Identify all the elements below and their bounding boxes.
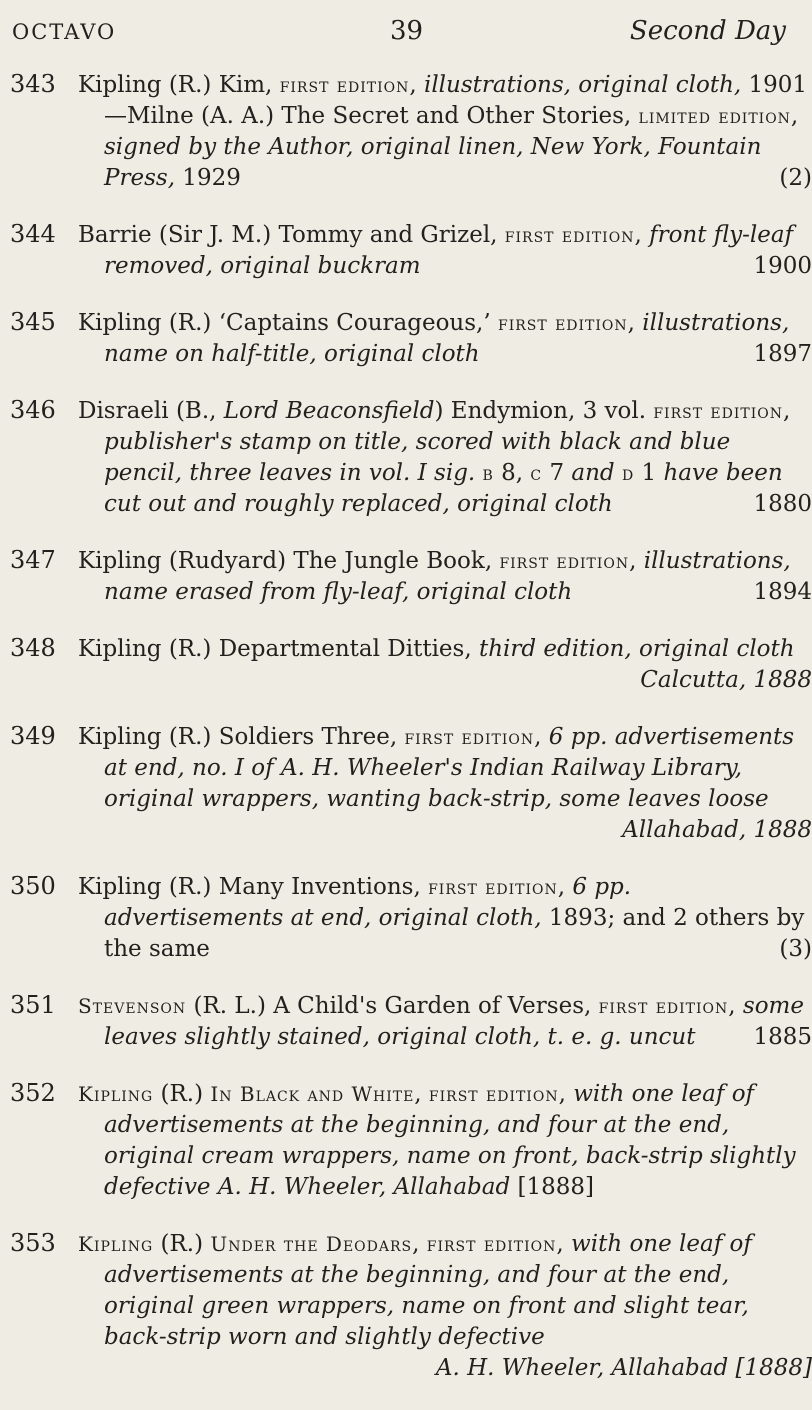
lot-text-segment: Kipling (R.) Departmental Ditties, xyxy=(78,636,479,662)
lot-text-segment: first edition xyxy=(598,994,729,1018)
lot-date-or-count: 1894 xyxy=(753,579,812,605)
lot-date-or-count: 1900 xyxy=(753,253,812,279)
lot-text-segment: first edition xyxy=(404,725,535,749)
header-format: OCTAVO xyxy=(12,20,117,44)
lot-text-segment: first edition xyxy=(504,223,635,247)
lot-text-segment: first edition xyxy=(426,1232,557,1256)
lot-text-segment: , xyxy=(634,222,650,248)
lot-text-segment: signed by the Author, original linen, New York, Fountain Press, xyxy=(104,134,762,191)
lot-entry xyxy=(0,1079,800,1203)
lot-text-segment: 7 xyxy=(542,460,572,486)
lot-date-or-count: Calcutta, 1888 xyxy=(640,667,812,693)
lot-text-segment: Barrie (Sir J. M.) Tommy and Grizel, xyxy=(78,222,505,248)
lot-text-segment: limited edition xyxy=(638,104,791,128)
lot-text-segment: first edition xyxy=(428,1082,559,1106)
lot-description xyxy=(78,220,812,282)
lot-text-segment: , xyxy=(790,103,799,129)
lot-entry xyxy=(0,722,812,846)
lot-entry xyxy=(0,546,812,608)
lot-text-segment: have been cut out and roughly replaced, original cloth xyxy=(104,460,783,517)
lot-text-segment: illustrations, name on half-title, original cloth xyxy=(104,310,790,367)
lot-text-segment: b xyxy=(482,461,494,485)
lot-text-segment: Stevenson xyxy=(78,994,187,1018)
lot-number: 344 xyxy=(10,220,56,248)
lot-date-or-count: 1880 xyxy=(753,491,812,517)
lot-text-segment: first edition xyxy=(653,399,783,423)
lot-text-segment: Kipling (R.) Soldiers Three, xyxy=(78,724,405,750)
lot-text-segment: first edition xyxy=(279,73,410,97)
lot-text-segment: Kipling (R.) Kim, xyxy=(78,72,280,98)
lot-text-segment: , xyxy=(627,310,643,336)
lot-text-segment: 1 xyxy=(634,460,664,486)
lot-entry xyxy=(0,634,812,696)
lot-description xyxy=(78,991,812,1053)
lot-text-segment: illustrations, name erased from fly-leaf, original cloth xyxy=(104,548,791,605)
lot-text-segment: 8, xyxy=(493,460,531,486)
lot-number: 349 xyxy=(10,722,56,750)
lot-description xyxy=(78,396,812,520)
lot-text-segment: ) Endymion, 3 vol. xyxy=(434,398,654,424)
lot-text-segment: third edition, original cloth xyxy=(478,636,795,662)
lot-text-segment: d xyxy=(621,461,635,485)
lot-description xyxy=(78,308,812,370)
lot-text-segment: illustrations, original cloth, xyxy=(423,72,742,98)
lot-text-segment: 1901—Milne (A. A.) The Secret and Other Stories, xyxy=(104,72,808,129)
lot-text-segment: In Black and White xyxy=(210,1082,415,1106)
lot-text-segment: with one leaf of advertisements at the beginning, and four at the end, original green wrappers, name on front and slight tear, back-strip worn and slightly defective xyxy=(104,1231,752,1350)
lot-entry xyxy=(0,872,812,965)
lot-number: 352 xyxy=(10,1079,56,1107)
lot-text-segment: Disraeli (B., xyxy=(78,398,224,424)
lot-text-segment: , xyxy=(728,993,743,1019)
lot-text-segment: [1888] xyxy=(510,1174,595,1200)
lot-description xyxy=(78,634,812,696)
lot-text-segment: 1893; and 2 others by the same xyxy=(104,905,805,962)
lot-description xyxy=(78,722,812,846)
header-day: Second Day xyxy=(629,16,786,46)
lot-text-segment: Under the Deodars xyxy=(210,1232,413,1256)
lot-entry xyxy=(0,220,812,282)
lot-description xyxy=(78,1229,812,1384)
lot-text-segment: Lord Beaconsfield xyxy=(223,398,435,424)
lot-text-segment: , xyxy=(556,1231,572,1257)
lot-entry xyxy=(0,1229,812,1384)
lot-text-segment: (R. L.) A Child's Garden of Verses, xyxy=(186,993,599,1019)
lot-date-or-count: (3) xyxy=(779,936,812,962)
lot-text-segment: 6 pp. advertisements at end, original cloth, xyxy=(104,874,632,931)
lot-description xyxy=(78,872,812,965)
lot-number: 346 xyxy=(10,396,56,424)
lot-date-or-count: 1897 xyxy=(753,341,812,367)
lot-entry xyxy=(0,70,812,194)
lot-text-segment: (R.) xyxy=(153,1081,211,1107)
lot-description xyxy=(78,546,812,608)
lot-list xyxy=(0,70,812,1410)
lot-text-segment: first edition xyxy=(428,875,558,899)
lot-number: 345 xyxy=(10,308,56,336)
lot-text-segment: c xyxy=(530,461,543,485)
lot-text-segment: some leaves slightly stained, original cloth, t. e. g. uncut xyxy=(104,993,804,1050)
lot-date-or-count: Allahabad, 1888 xyxy=(622,817,812,843)
lot-text-segment: , xyxy=(412,1231,427,1257)
lot-entry xyxy=(0,396,812,520)
lot-entry xyxy=(0,991,812,1053)
lot-text-segment: , xyxy=(783,398,791,424)
lot-text-segment: first edition xyxy=(499,549,630,573)
lot-text-segment: , xyxy=(409,72,424,98)
lot-text-segment: , xyxy=(534,724,549,750)
page-number: 39 xyxy=(390,16,424,46)
lot-text-segment: Kipling (Rudyard) The Jungle Book, xyxy=(78,548,500,574)
lot-text-segment: 6 pp. advertisements at end, no. I of A. H. Wheeler's Indian Railway Library, original wrappers, wanting back-strip, some leaves loose xyxy=(104,724,795,812)
lot-text-segment: publisher's stamp on title, scored with black and blue pencil, three leaves in vol. I sig. xyxy=(104,429,731,486)
lot-number: 351 xyxy=(10,991,56,1019)
lot-date-or-count: A. H. Wheeler, Allahabad [1888] xyxy=(435,1355,812,1381)
lot-entry xyxy=(0,308,812,370)
lot-text-segment xyxy=(475,460,482,486)
lot-number: 353 xyxy=(10,1229,56,1257)
lot-description xyxy=(78,1079,812,1203)
lot-number: 343 xyxy=(10,70,56,98)
lot-text-segment: 1929 xyxy=(175,165,241,191)
lot-text-segment xyxy=(615,460,622,486)
lot-number: 350 xyxy=(10,872,56,900)
page-header xyxy=(0,14,800,50)
lot-text-segment: , xyxy=(414,1081,429,1107)
lot-text-segment: , xyxy=(558,1081,574,1107)
lot-date-or-count: 1885 xyxy=(753,1024,812,1050)
lot-number: 348 xyxy=(10,634,56,662)
lot-text-segment: front fly-leaf removed, original buckram xyxy=(104,222,794,279)
lot-text-segment: (R.) xyxy=(153,1231,211,1257)
lot-text-segment: and xyxy=(571,460,615,486)
lot-text-segment: Kipling (R.) Many Inventions, xyxy=(78,874,429,900)
lot-number: 347 xyxy=(10,546,56,574)
lot-text-segment: Kipling (R.) ‘Captains Courageous,’ xyxy=(78,310,498,336)
lot-text-segment: , xyxy=(629,548,644,574)
lot-text-segment: Kipling xyxy=(78,1232,154,1256)
lot-text-segment: , xyxy=(557,874,573,900)
lot-description xyxy=(78,70,812,194)
lot-text-segment: first edition xyxy=(498,311,628,335)
lot-text-segment: with one leaf of advertisements at the beginning, and four at the end, original cream wrappers, name on front, back-strip slightly defective A. H. Wheeler, Allahabad xyxy=(104,1081,796,1200)
lot-text-segment: Kipling xyxy=(78,1082,154,1106)
lot-date-or-count: (2) xyxy=(779,165,812,191)
